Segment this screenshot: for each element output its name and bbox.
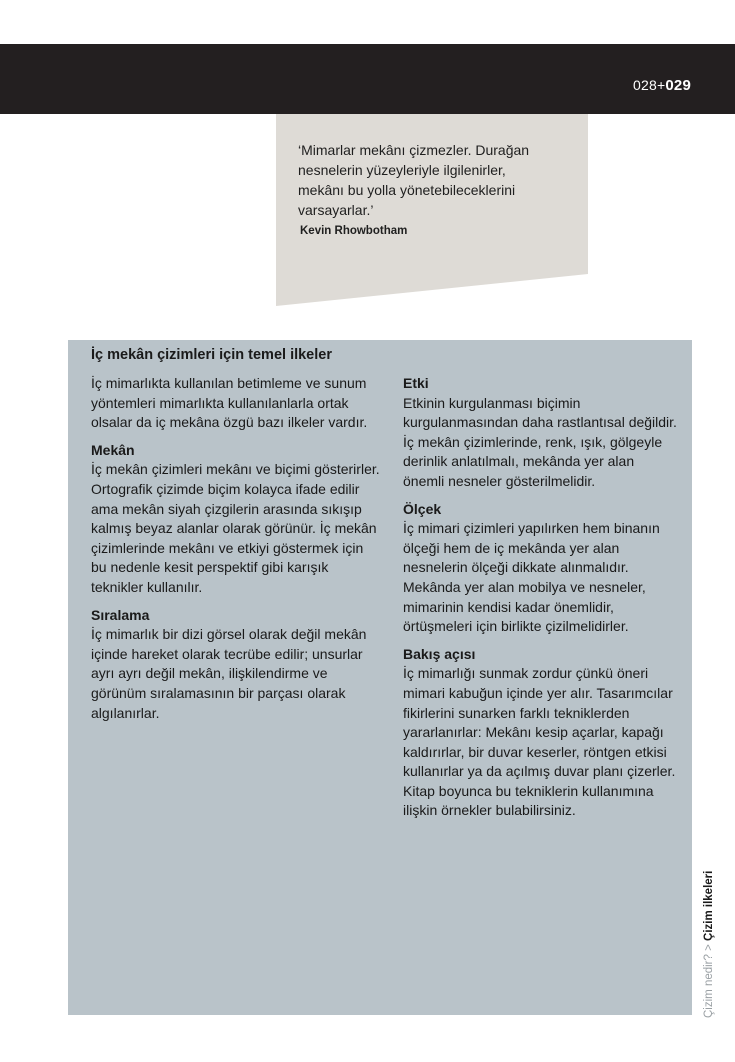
page-number bbox=[633, 77, 691, 94]
section-heading: Bakış açısı bbox=[403, 645, 476, 662]
intro-paragraph: İç mimarlıkta kullanılan betimleme ve sunum yöntemleri mimarlıkta kullanılanlarla ortak olsalar da iç mekâna özgü bazı ilkeler vardır. bbox=[91, 375, 368, 431]
left-column bbox=[91, 374, 381, 731]
section-heading: Sıralama bbox=[91, 606, 150, 623]
pull-quote bbox=[276, 114, 588, 306]
quote-author: Kevin Rhowbotham bbox=[300, 225, 408, 237]
quote-text: ‘Mimarlar mekânı çizmezler. Durağan nesnelerin yüzeyleriyle ilgilenirler, mekânı bu yolla yönetebileceklerini varsayarlar.’ bbox=[298, 142, 530, 218]
section-body: Etkinin kurgulanması biçimin kurgulanmasından daha rastlantısal değildir. İç mekân çizimlerinde, renk, ışık, gölgeyle derinlik anlatılmalı, mekânda yer alan önemli nesneler gösterilmelidir. bbox=[403, 394, 677, 489]
section-heading: Ölçek bbox=[403, 500, 442, 517]
section-body: İç mimarlık bir dizi görsel olarak değil mekân içinde hareket olarak tecrübe edilir; unsurlar ayrı ayrı değil mekân, ilişkilendirme ve görünüm sıralamasının bir parçası olarak algılanırlar. bbox=[91, 626, 367, 721]
panel-title: İç mekân çizimleri için temel ilkeler bbox=[91, 347, 332, 363]
breadcrumb-parent: Çizim nedir? > bbox=[703, 940, 715, 1018]
page-number-current: 029 bbox=[665, 77, 691, 94]
breadcrumb-current: Çizim ilkeleri bbox=[703, 870, 715, 941]
section-heading: Mekân bbox=[91, 441, 135, 458]
header-bar bbox=[0, 44, 735, 114]
section-body: İç mimari çizimleri yapılırken hem binanın ölçeği hem de iç mekânda yer alan nesnelerin ölçeği dikkate alınmalıdır. Mekânda yer alan mobilya ve nesneler, mimarinin kendisi kadar önemlidir, örtüşmeleri için birlikte çizilmelidirler. bbox=[403, 520, 660, 635]
section-body: İç mekân çizimleri mekânı ve biçimi gösterirler. Ortografik çizimde biçim kolayca ifade edilir ama mekân siyah çizgilerin arasında sıkışıp kalmış beyaz alanlar olarak görünür. İç mekân çizimlerinde mekânı ve etkiyi göstermek için bu nedenle kesit perspektif gibi karışık teknikler kullanılır. bbox=[91, 461, 380, 595]
principles-panel bbox=[68, 340, 692, 1015]
section-heading: Etki bbox=[403, 375, 429, 391]
section-body: İç mimarlığı sunmak zordur çünkü öneri mimari kabuğun içinde yer alır. Tasarımcılar fikirlerini sunarken farklı tekniklerden yararlanırlar: Mekânı kesip açarlar, kapağı kaldırırlar, bir duvar keserler, röntgen etkisi kullanırlar ya da açılmış duvar planı çizerler. Kitap boyunca bu tekniklerin kullanımına ilişkin örnekler bulabilirsiniz. bbox=[403, 665, 676, 819]
side-breadcrumb bbox=[703, 848, 723, 1018]
right-column bbox=[403, 374, 678, 829]
page-number-left: 028+ bbox=[633, 77, 666, 93]
